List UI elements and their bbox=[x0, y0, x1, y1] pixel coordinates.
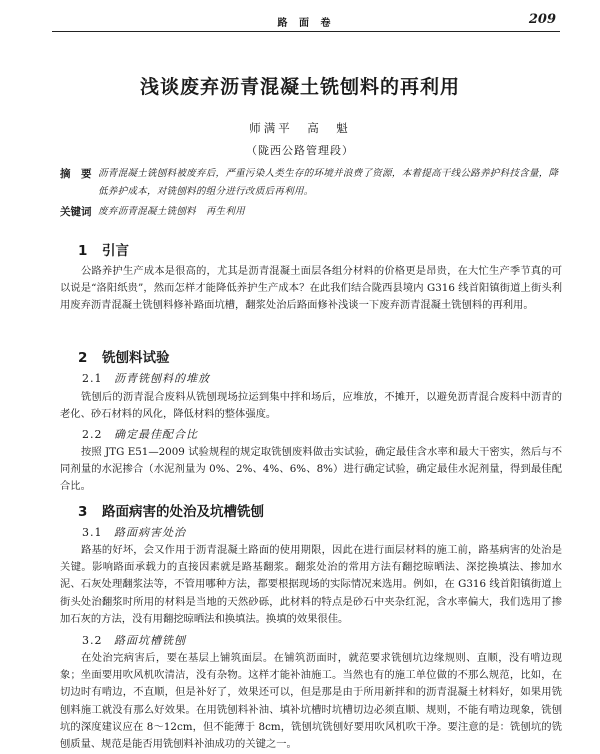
subsection-title: 路面病害处治 bbox=[114, 526, 186, 539]
subsection-title: 确定最佳配合比 bbox=[114, 428, 198, 441]
affiliation: （陇西公路管理段） bbox=[246, 144, 354, 157]
section-title: 铣刨料试验 bbox=[102, 350, 170, 366]
section-heading-1 bbox=[78, 239, 129, 259]
paper-title: 浅谈废弃沥青混凝土铣刨料的再利用 bbox=[139, 76, 460, 98]
keywords-label: 关键词 bbox=[60, 206, 92, 218]
header-rule bbox=[52, 31, 560, 32]
subsection-number: 3.2 bbox=[82, 634, 103, 647]
section-heading-2 bbox=[78, 346, 170, 366]
section-2-1-paragraph: 铣刨后的沥青混合废料从铣刨现场拉运到集中拌和场后，应堆放，不摊开，以避免沥青混合废料中沥青的老化、砂石材料的风化，降低材料的整体强度。 bbox=[60, 391, 562, 421]
running-header bbox=[52, 12, 560, 32]
section-title: 引言 bbox=[102, 243, 129, 259]
section-title: 路面病害的处治及坑槽铣刨 bbox=[102, 504, 264, 520]
subsection-title: 路面坑槽铣刨 bbox=[114, 634, 186, 647]
abstract bbox=[60, 165, 562, 201]
keywords bbox=[60, 203, 562, 221]
subsection-title: 沥青铣刨料的堆放 bbox=[114, 372, 210, 385]
subsection-number: 2.2 bbox=[82, 428, 103, 441]
abstract-text: 沥青混凝土铣刨料被废弃后，严重污染人类生存的环境并浪费了资源，本着提高干线公路养护科技含量，降低养护成本，对铣刨料的组分进行改质后再利用。 bbox=[98, 168, 559, 197]
abstract-label: 摘 要 bbox=[60, 168, 92, 180]
page-number: 209 bbox=[528, 12, 556, 27]
authors: 师满平 高 魁 bbox=[249, 121, 351, 135]
subsection-heading-3-1 bbox=[82, 524, 186, 540]
section-3-2-paragraph: 在处治完病害后，要在基层上铺筑面层。在铺筑沥面时，就范要求铣刨坑边缘规则、直顺，没有啃边现象；坐面要用吹风机吹清洁，没有杂物。这样才能补油施工。当然也有的施工单位做的不那么规范，比如，在切边时有啃边，不直顺，但是补好了，效果还可以，但是那是由于所用新拌和的沥青混凝土材料好，如果用铣刨料施工就没有那么好效果。在用铣刨料补油、填补坑槽时坑槽切边必须直顺、规则，不能有啃边现象，铣刨坑的深度建议应在 8～12cm，但不能薄于 8cm，铣刨坑铣刨好要用吹风机吹干净。要注意的是：铣刨坑的铣刨质量、规范是能否用铣刨料补油成功的关键之一。 bbox=[60, 652, 562, 751]
section-2-2-paragraph: 按照 JTG E51—2009 试验规程的规定取铣刨废料做击实试验，确定最佳含水率和最大干密实，然后与不同剂量的水泥掺合（水泥剂量为 0%、2%、4%、6%、8%）进行确定试验，确定最佳水泥剂量，得到最佳配合比。 bbox=[60, 446, 562, 493]
journal-name: 路 面 卷 bbox=[277, 18, 335, 29]
section-1-paragraph: 公路养护生产成本是很高的，尤其是沥青混凝土面层各组分材料的价格更是昂贵，在大忙生产季节真的可以说是“洛阳纸贵”，然而怎样才能降低养护生产成本？在此我们结合陇西县境内 G316 线首阳镇街道上街头利用废弃沥青混凝土铣刨料修补路面坑槽，翻浆处治后路面修补浅谈一下废弃沥青混凝土铣刨料的再利用。 bbox=[60, 265, 562, 312]
section-number: 2 bbox=[78, 350, 88, 366]
section-3-1-paragraph: 路基的好坏，会又作用于沥青混凝土路面的使用期限，因此在进行面层材料的施工前，路基病害的处治是关键。影响路面承载力的直接因素就是路基翻浆。翻浆处治的常用方法有翻挖晾晒法、深挖换填法、掺加水泥、石灰处理翻浆法等，不管用哪种方法，都要根据现场的实际情况来选用。例如，在 G316 线首阳镇街道上街头处治翻浆时所用的材料是当地的天然砂砾，此材料的特点是砂石中夹杂红泥，含水率偏大，我们选用了掺加石灰的方法，没有用翻挖晾晒法和换填法。换填的效果很佳。 bbox=[60, 544, 562, 625]
section-number: 1 bbox=[78, 243, 88, 259]
subsection-heading-3-2 bbox=[82, 632, 186, 648]
subsection-heading-2-2 bbox=[82, 426, 198, 442]
subsection-number: 3.1 bbox=[82, 526, 103, 539]
keywords-text: 废弃沥青混凝土铣刨料 再生利用 bbox=[98, 206, 245, 217]
subsection-number: 2.1 bbox=[82, 372, 103, 385]
section-number: 3 bbox=[78, 504, 88, 520]
section-heading-3 bbox=[78, 500, 264, 520]
subsection-heading-2-1 bbox=[82, 370, 210, 386]
